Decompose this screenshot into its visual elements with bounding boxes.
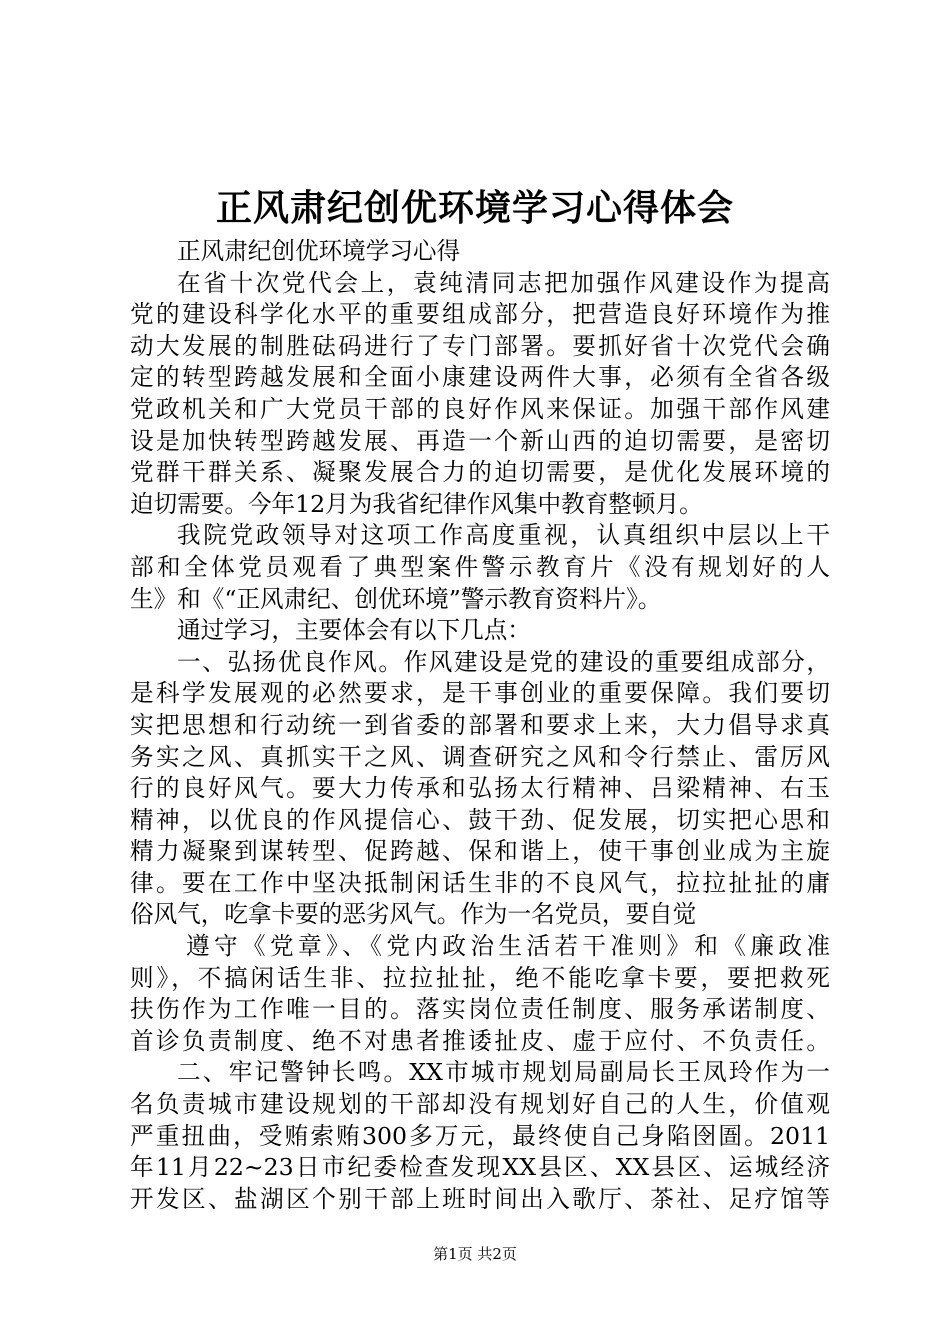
body-line: 俗风气，吃拿卡要的恶劣风气。作为一名党员，要自觉 (130, 900, 697, 929)
page-footer: 第1页 共2页 (433, 1245, 517, 1263)
body-line: 动大发展的制胜砝码进行了专门部署。要抓好省十次党代会确 (130, 331, 830, 360)
document-title: 正风肃纪创优环境学习心得体会 (215, 187, 734, 229)
body-line: 迫切需要。今年12月为我省纪律作风集中教育整顿月。 (130, 489, 703, 518)
body-line: 精神，以优良的作风提信心、鼓干劲、促发展，切实把心思和 (130, 805, 830, 834)
body-line: 扶伤作为工作唯一目的。落实岗位责任制度、服务承诺制度、 (130, 995, 830, 1024)
body-line: 首诊负责制度、绝不对患者推诿扯皮、虚于应付、不负责任。 (130, 1026, 830, 1055)
body-line: 务实之风、真抓实干之风、调查研究之风和令行禁止、雷厉风 (130, 742, 830, 771)
body-line: 在省十次党代会上，袁纯清同志把加强作风建设作为提高 (177, 268, 830, 297)
document-body (130, 236, 830, 1215)
body-line: 我院党政领导对这项工作高度重视，认真组织中层以上干 (177, 521, 830, 550)
body-line: 行的良好风气。要大力传承和弘扬太行精神、吕梁精神、右玉 (130, 774, 830, 803)
body-line: 党的建设科学化水平的重要组成部分，把营造良好环境作为推 (130, 300, 830, 329)
body-line: 严重扭曲，受贿索贿300多万元，最终使自己身陷囹圄。2011 (130, 1121, 830, 1150)
body-line: 正风肃纪创优环境学习心得 (177, 237, 461, 265)
body-line: 则》，不搞闲话生非、拉拉扯扯，绝不能吃拿卡要，要把救死 (130, 963, 830, 992)
body-line: 党政机关和广大党员干部的良好作风来保证。加强干部作风建 (130, 394, 830, 423)
body-line: 遵守《党章》、《党内政治生活若干准则》和《廉政准 (186, 932, 830, 961)
body-line: 通过学习，主要体会有以下几点： (177, 616, 531, 645)
body-line: 党群干群关系、凝聚发展合力的迫切需要，是优化发展环境的 (130, 458, 830, 487)
body-line: 部和全体党员观看了典型案件警示教育片《没有规划好的人 (130, 552, 830, 581)
body-line: 实把思想和行动统一到省委的部署和要求上来，大力倡导求真 (130, 710, 830, 739)
body-line: 一、弘扬优良作风。作风建设是党的建设的重要组成部分， (177, 647, 830, 676)
body-line: 是科学发展观的必然要求，是干事创业的重要保障。我们要切 (130, 679, 830, 708)
body-line: 设是加快转型跨越发展、再造一个新山西的迫切需要，是密切 (130, 426, 830, 455)
body-line: 生》和《“正风肃纪、创优环境”警示教育资料片》。 (130, 584, 662, 613)
body-line: 年11月22~23日市纪委检查发现XX县区、XX县区、运城经济 (130, 1153, 830, 1182)
body-line: 开发区、盐湖区个别干部上班时间出入歌厅、茶社、足疗馆等 (130, 1184, 830, 1213)
body-line: 精力凝聚到谋转型、促跨越、保和谐上，使干事创业成为主旋 (130, 837, 830, 866)
body-line: 定的转型跨越发展和全面小康建设两件大事，必须有全省各级 (130, 363, 830, 392)
body-line: 二、牢记警钟长鸣。XX市城市规划局副局长王凤玲作为一 (177, 1058, 830, 1087)
body-line: 律。要在工作中坚决抵制闲话生非的不良风气，拉拉扯扯的庸 (130, 868, 830, 897)
body-line: 名负责城市建设规划的干部却没有规划好自己的人生，价值观 (130, 1090, 830, 1119)
